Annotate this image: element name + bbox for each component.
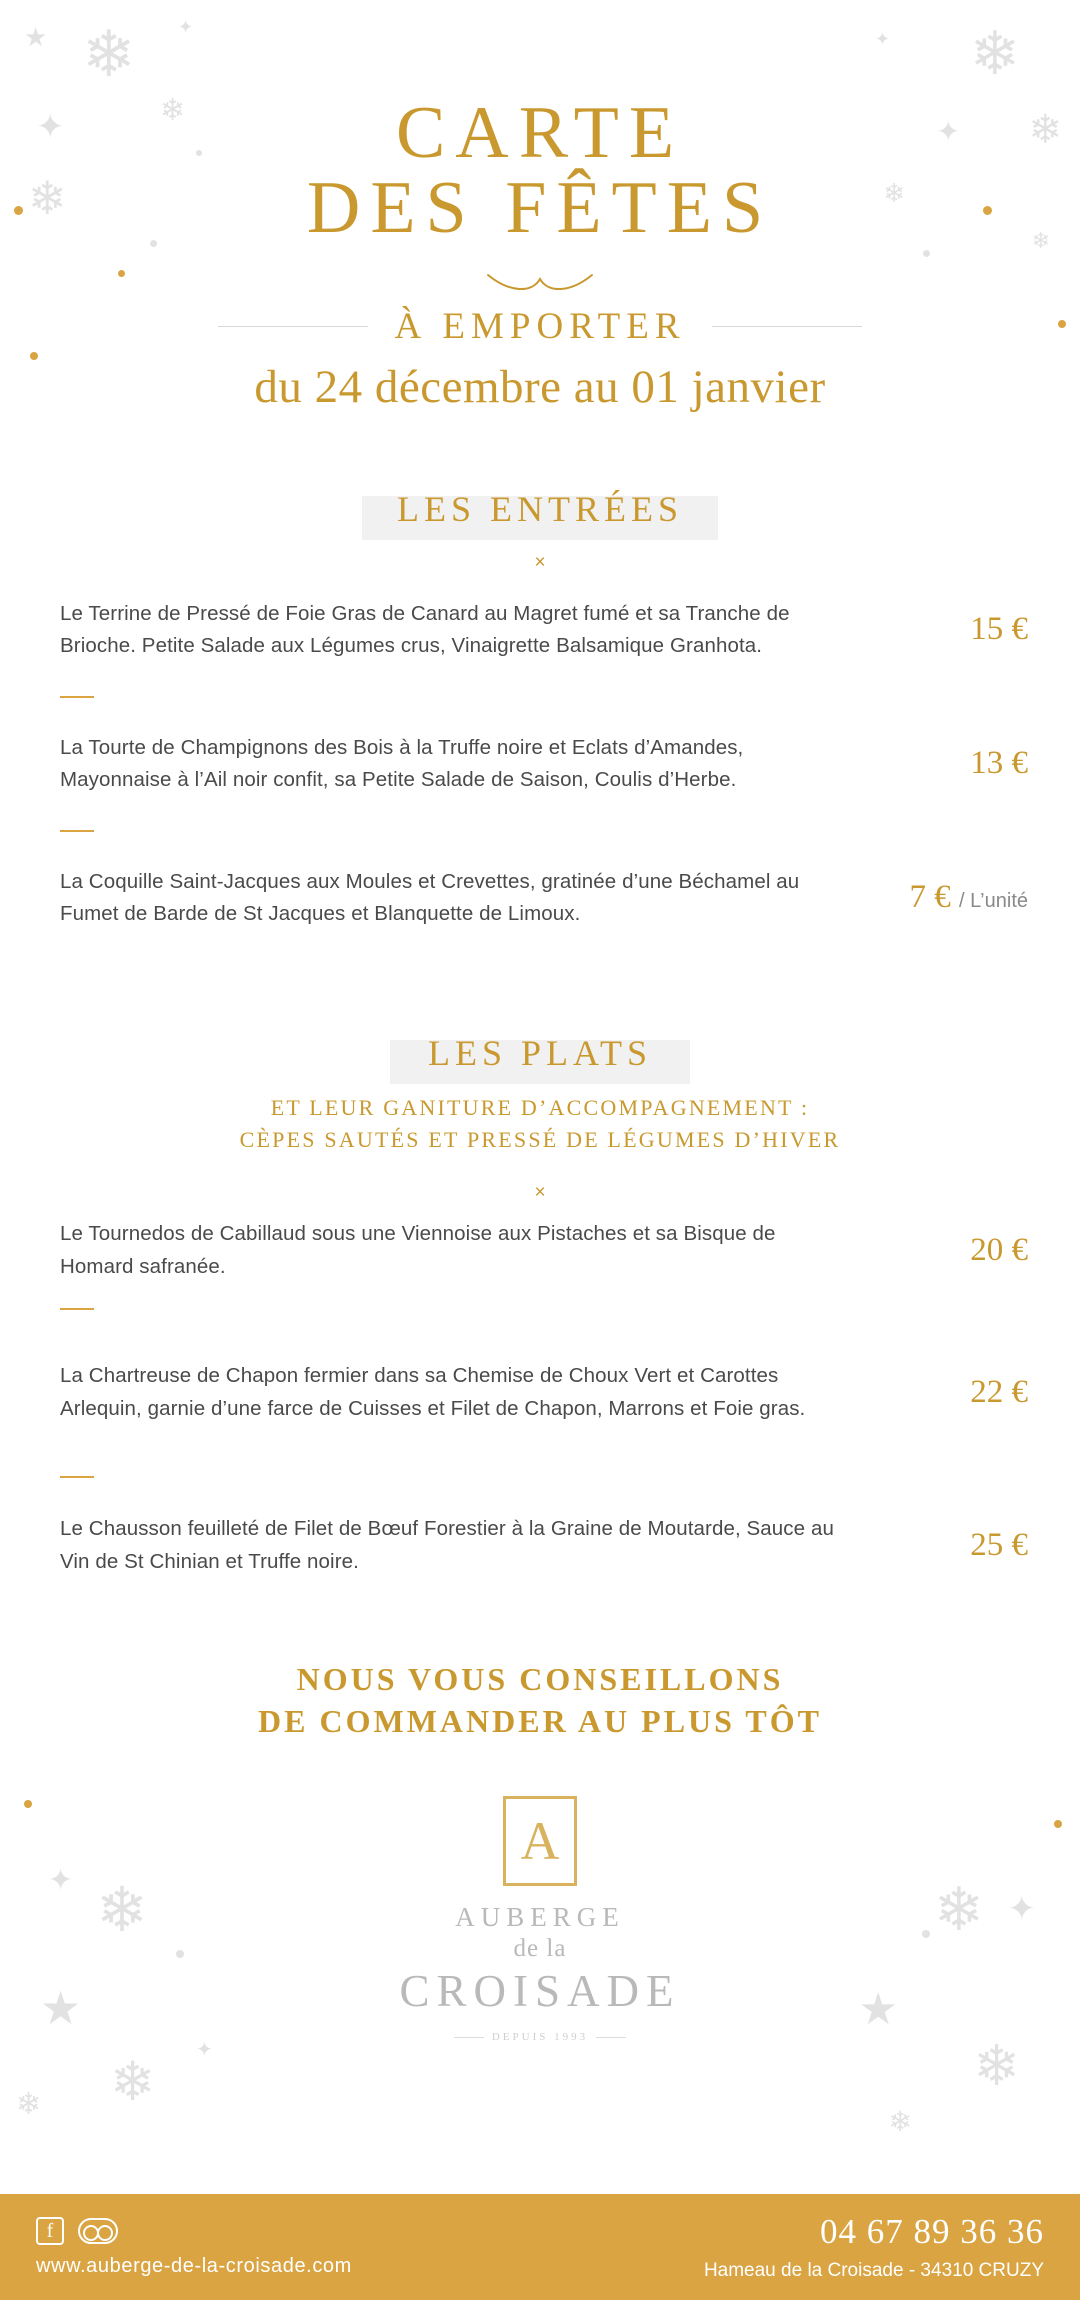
menu-item [0, 1496, 1080, 1596]
section-subtitle [0, 1092, 1080, 1156]
price-value: 20 € [970, 1232, 1028, 1269]
flourish-icon [480, 269, 600, 295]
logo-name-line-2: de la [513, 1935, 567, 1963]
menu-item [0, 716, 1080, 812]
snowflake-icon: ❄ [16, 2088, 42, 2121]
menu-item-description: Le Terrine de Pressé de Foie Gras de Canard au Magret fumé et sa Tranche de Brioche. Petite Salade aux Légumes crus, Vinaigrette Balsamique Granhota. [60, 601, 790, 657]
menu-item [0, 1212, 1080, 1290]
rule-right [596, 2037, 626, 2038]
logo-name-line-3: CROISADE [399, 1966, 681, 2017]
snowflake-icon: ❄ [82, 18, 136, 90]
menu-item-price [853, 611, 1028, 648]
star-icon: ✦ [874, 29, 890, 49]
star-icon: ✦ [48, 1864, 74, 1897]
logo-since-text: DEPUIS 1993 [491, 2031, 589, 2044]
star-icon: ★ [24, 22, 48, 52]
page-title-line-2: DES FÊTES [306, 167, 774, 250]
menu-item [0, 1328, 1080, 1458]
star-icon: ✦ [1007, 1890, 1036, 1928]
snowflake-icon: ❄ [933, 1876, 984, 1943]
menu-item-description: Le Tournedos de Cabillaud sous une Viennoise aux Pistaches et sa Bisque de Homard safranée. [60, 1222, 776, 1278]
order-advice-line-2: DE COMMANDER AU PLUS TÔT [258, 1702, 822, 1739]
logo-name-line-1: AUBERGE [455, 1902, 625, 1933]
section-title: LES PLATS [427, 1032, 653, 1073]
rule-left [218, 326, 368, 327]
star-icon: ✦ [936, 116, 960, 147]
star-icon: ★ [858, 1985, 898, 2034]
menu-item-price [853, 1232, 1028, 1269]
item-separator [60, 830, 94, 832]
price-value: 7 € [909, 879, 951, 916]
rule-right [712, 326, 862, 327]
snowflake-icon: ❄ [110, 2052, 156, 2112]
snowflake-icon: ❄ [969, 20, 1020, 87]
menu-item [0, 850, 1080, 946]
price-value: 13 € [970, 745, 1028, 782]
price-value: 22 € [970, 1374, 1028, 1411]
order-advice [0, 1658, 1080, 1742]
logo-since [0, 2031, 1080, 2043]
takeaway-row [0, 305, 1080, 348]
menu-item [0, 582, 1080, 678]
footer-right [704, 2212, 1044, 2282]
section-title: LES ENTRÉES [397, 488, 683, 529]
menu-item-description: La Chartreuse de Chapon fermier dans sa Chemise de Choux Vert et Carottes Arlequin, garnie d’une farce de Cuisses et Filet de Chapon, Marrons et Foie gras. [60, 1364, 806, 1420]
tripadvisor-icon[interactable] [78, 2218, 118, 2244]
snowflake-icon: ❄ [28, 172, 67, 224]
address-text: Hameau de la Croisade - 34310 CRUZY [703, 2260, 1044, 2281]
item-separator [60, 696, 94, 698]
page-title-line-1: CARTE [395, 92, 685, 174]
menu-items-plats [0, 1212, 1080, 1596]
menu-item-description: Le Chausson feuilleté de Filet de Bœuf Forestier à la Graine de Moutarde, Sauce au Vin de St Chinian et Truffe noire. [60, 1517, 834, 1573]
star-icon: ✦ [178, 17, 194, 37]
menu-item-description: La Tourte de Champignons des Bois à la Truffe noire et Eclats d’Amandes, Mayonnaise à l’Ail noir confit, sa Petite Salade de Saison, Coulis d’Herbe. [60, 735, 744, 791]
section-subtitle-line-2: CÈPES SAUTÉS ET PRESSÉ DE LÉGUMES D’HIVER [239, 1126, 841, 1152]
section-heading-plats [0, 1032, 1080, 1074]
menu-item-description: La Coquille Saint-Jacques aux Moules et Crevettes, gratinée d’une Béchamel au Fumet de Barde de St Jacques et Blanquette de Limoux. [60, 869, 800, 925]
date-range: du 24 décembre au 01 janvier [254, 360, 826, 413]
page-footer [0, 2194, 1080, 2300]
divider-cross-icon: × [534, 1181, 546, 1203]
snowflake-icon: ❄ [883, 178, 905, 208]
menu-item-price [853, 1374, 1028, 1411]
page-header [0, 0, 1080, 414]
star-icon: ✦ [36, 108, 65, 146]
snowflake-icon: ❄ [1031, 228, 1050, 253]
snowflake-icon: ❄ [973, 2034, 1020, 2097]
menu-item-price [853, 745, 1028, 782]
menu-item-price [853, 1527, 1028, 1564]
takeaway-label: À EMPORTER [394, 305, 686, 347]
menu-item-price [853, 879, 1028, 916]
price-value: 15 € [970, 611, 1028, 648]
rule-left [454, 2037, 484, 2038]
star-icon: ✦ [196, 2039, 213, 2061]
snowflake-icon: ❄ [96, 1876, 148, 1945]
logo-monogram-icon: A [503, 1796, 577, 1886]
brand-logo [0, 1796, 1080, 2043]
price-value: 25 € [970, 1527, 1028, 1564]
website-link[interactable]: www.auberge-de-la-croisade.com [36, 2254, 352, 2277]
phone-number[interactable]: 04 67 89 36 36 [820, 2212, 1044, 2251]
order-advice-line-1: NOUS VOUS CONSEILLONS [296, 1660, 784, 1697]
footer-left [36, 2217, 352, 2278]
menu-items-entrees [0, 582, 1080, 946]
section-heading-entrees [0, 488, 1080, 530]
price-unit: / L’unité [959, 890, 1028, 913]
item-separator [60, 1476, 94, 1478]
star-icon: ★ [40, 1982, 82, 2034]
snowflake-icon: ❄ [160, 94, 186, 127]
item-separator [60, 1308, 94, 1310]
section-subtitle-line-1: ET LEUR GANITURE D’ACCOMPAGNEMENT : [270, 1094, 810, 1120]
divider-cross-icon: × [534, 551, 546, 573]
social-links [36, 2217, 352, 2245]
snowflake-icon: ❄ [1028, 108, 1062, 152]
snowflake-icon: ❄ [888, 2106, 912, 2137]
facebook-icon[interactable]: f [36, 2217, 64, 2245]
